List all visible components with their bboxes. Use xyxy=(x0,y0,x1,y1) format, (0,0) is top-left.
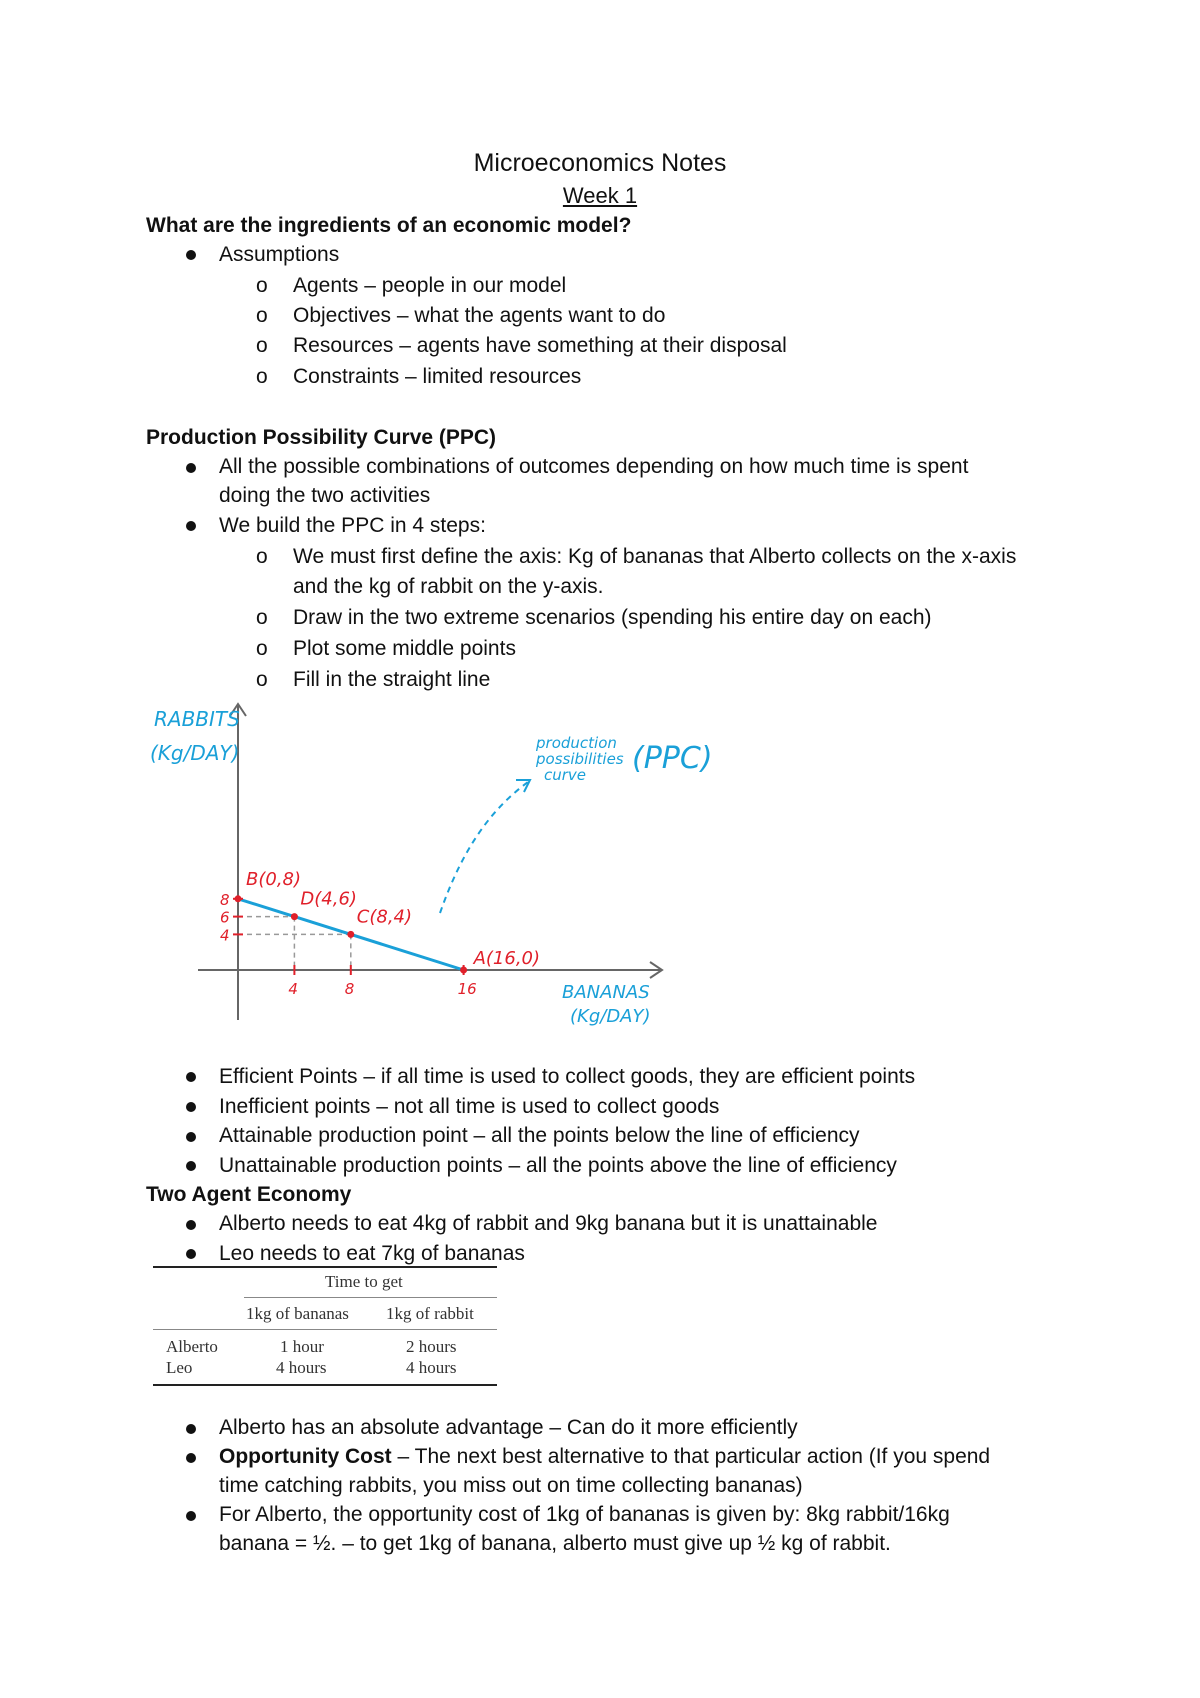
list-item-ppc-steps: We build the PPC in 4 steps: xyxy=(219,514,486,537)
x-tick-label: 16 xyxy=(457,980,477,998)
bullet-dot xyxy=(186,1249,196,1259)
table-row-name: Leo xyxy=(166,1358,193,1377)
table-group-rule xyxy=(244,1297,497,1298)
section-heading-model: What are the ingredients of an economic model? xyxy=(146,214,632,237)
y-axis-label: RABBITS xyxy=(154,707,240,731)
ppc-point-label: A(16,0) xyxy=(473,948,541,969)
ppc-point-label: D(4,6) xyxy=(300,888,357,910)
annotation-abbrev: (PPC) xyxy=(632,741,713,776)
table-col-header: 1kg of rabbit xyxy=(386,1304,474,1323)
list-item-attainable: Attainable production point – all the points below the line of efficiency xyxy=(219,1124,860,1147)
bullet-dot xyxy=(186,1161,196,1171)
bullet-dot xyxy=(186,1102,196,1112)
annotation-text: possibilities xyxy=(536,750,624,768)
bullet-dot xyxy=(186,1424,196,1434)
step-extreme-scenarios: Draw in the two extreme scenarios (spending his entire day on each) xyxy=(293,606,932,629)
ppc-chart xyxy=(140,700,713,1030)
bullet-dot xyxy=(186,1220,196,1230)
sub-item-constraints: Constraints – limited resources xyxy=(293,365,582,388)
term-opportunity-cost: Opportunity Cost xyxy=(219,1445,392,1468)
dashed-guides xyxy=(238,917,351,970)
table-cell: 4 hours xyxy=(276,1358,327,1377)
annotation-arrow xyxy=(440,782,528,913)
document-title: Microeconomics Notes xyxy=(473,149,727,177)
bullet-dot xyxy=(186,463,196,473)
sub-item-objectives: Objectives – what the agents want to do xyxy=(293,304,666,327)
table-cell: 2 hours xyxy=(406,1337,457,1356)
ppc-point xyxy=(235,895,242,902)
bullet-dot xyxy=(186,1132,196,1142)
y-axis-label-units: (Kg/DAY) xyxy=(150,741,240,765)
opportunity-cost-definition: – The next best alternative to that particular action (If you spend xyxy=(391,1445,991,1468)
list-item-alberto-needs: Alberto needs to eat 4kg of rabbit and 9kg banana but it is unattainable xyxy=(219,1212,878,1235)
ppc-point xyxy=(347,931,354,938)
x-tick-label: 8 xyxy=(344,980,355,998)
ppc-points xyxy=(235,869,541,974)
list-item-absolute-advantage: Alberto has an absolute advantage – Can do it more efficiently xyxy=(219,1416,798,1439)
table-row-name: Alberto xyxy=(166,1337,218,1356)
list-item-opportunity-cost-cont: time catching rabbits, you miss out on time collecting bananas) xyxy=(219,1474,803,1497)
table-group-header: Time to get xyxy=(325,1272,403,1291)
sub-bullet-marker: o xyxy=(256,334,268,357)
list-item-alberto-opp-cost-cont: banana = ½. – to get 1kg of banana, alberto must give up ½ kg of rabbit. xyxy=(219,1532,891,1555)
list-item-alberto-opp-cost: For Alberto, the opportunity cost of 1kg of bananas is given by: 8kg rabbit/16kg xyxy=(219,1503,950,1526)
bullet-dot xyxy=(186,521,196,531)
ppc-point xyxy=(460,967,467,974)
table-top-rule xyxy=(153,1266,497,1268)
list-item-efficient: Efficient Points – if all time is used to collect goods, they are efficient points xyxy=(219,1065,916,1088)
document-subtitle: Week 1 xyxy=(562,183,638,208)
section-heading-two-agent: Two Agent Economy xyxy=(146,1183,352,1206)
list-item-leo-needs: Leo needs to eat 7kg of bananas xyxy=(219,1242,525,1265)
sub-bullet-marker: o xyxy=(256,668,268,691)
table-cell: 1 hour xyxy=(280,1337,324,1356)
sub-bullet-marker: o xyxy=(256,606,268,629)
table-mid-rule xyxy=(153,1329,497,1330)
x-tick-label: 4 xyxy=(288,980,298,998)
sub-bullet-marker: o xyxy=(256,545,268,568)
annotation-text: curve xyxy=(544,766,587,784)
list-item-opportunity-cost xyxy=(219,1443,990,1471)
list-item-unattainable: Unattainable production points – all the points above the line of efficiency xyxy=(219,1154,897,1177)
sub-bullet-marker: o xyxy=(256,304,268,327)
bullet-dot xyxy=(186,1453,196,1463)
sub-item-resources: Resources – agents have something at their disposal xyxy=(293,334,787,357)
step-define-axis-cont: and the kg of rabbit on the y-axis. xyxy=(293,575,604,598)
bullet-dot xyxy=(186,1072,196,1082)
list-item-ppc-definition-cont: doing the two activities xyxy=(219,484,431,507)
sub-bullet-marker: o xyxy=(256,637,268,660)
bullet-dot xyxy=(186,1511,196,1521)
bullet-dot xyxy=(186,250,196,260)
table-col-header: 1kg of bananas xyxy=(246,1304,349,1323)
ppc-point-label: C(8,4) xyxy=(356,906,413,928)
section-heading-ppc: Production Possibility Curve (PPC) xyxy=(146,426,497,449)
y-tick-label: 8 xyxy=(220,890,230,909)
y-tick-label: 4 xyxy=(220,926,230,945)
ppc-point xyxy=(291,913,298,920)
sub-bullet-marker: o xyxy=(256,274,268,297)
sub-item-agents: Agents – people in our model xyxy=(293,274,567,297)
step-define-axis: We must first define the axis: Kg of bananas that Alberto collects on the x-axis xyxy=(293,545,1017,568)
x-axis-label: BANANAS xyxy=(562,982,650,1003)
list-item-assumptions: Assumptions xyxy=(219,243,340,266)
ppc-point-label: B(0,8) xyxy=(246,868,302,890)
list-item-inefficient: Inefficient points – not all time is used to collect goods xyxy=(219,1095,720,1118)
x-axis-label-units: (Kg/DAY) xyxy=(570,1006,651,1027)
step-straight-line: Fill in the straight line xyxy=(293,668,491,691)
list-item-ppc-definition: All the possible combinations of outcomes depending on how much time is spent xyxy=(219,455,969,478)
annotation-text: production xyxy=(536,734,617,752)
table-cell: 4 hours xyxy=(406,1358,457,1377)
sub-bullet-marker: o xyxy=(256,365,268,388)
y-tick-label: 6 xyxy=(220,908,230,927)
step-middle-points: Plot some middle points xyxy=(293,637,516,660)
table-bottom-rule xyxy=(153,1384,497,1386)
